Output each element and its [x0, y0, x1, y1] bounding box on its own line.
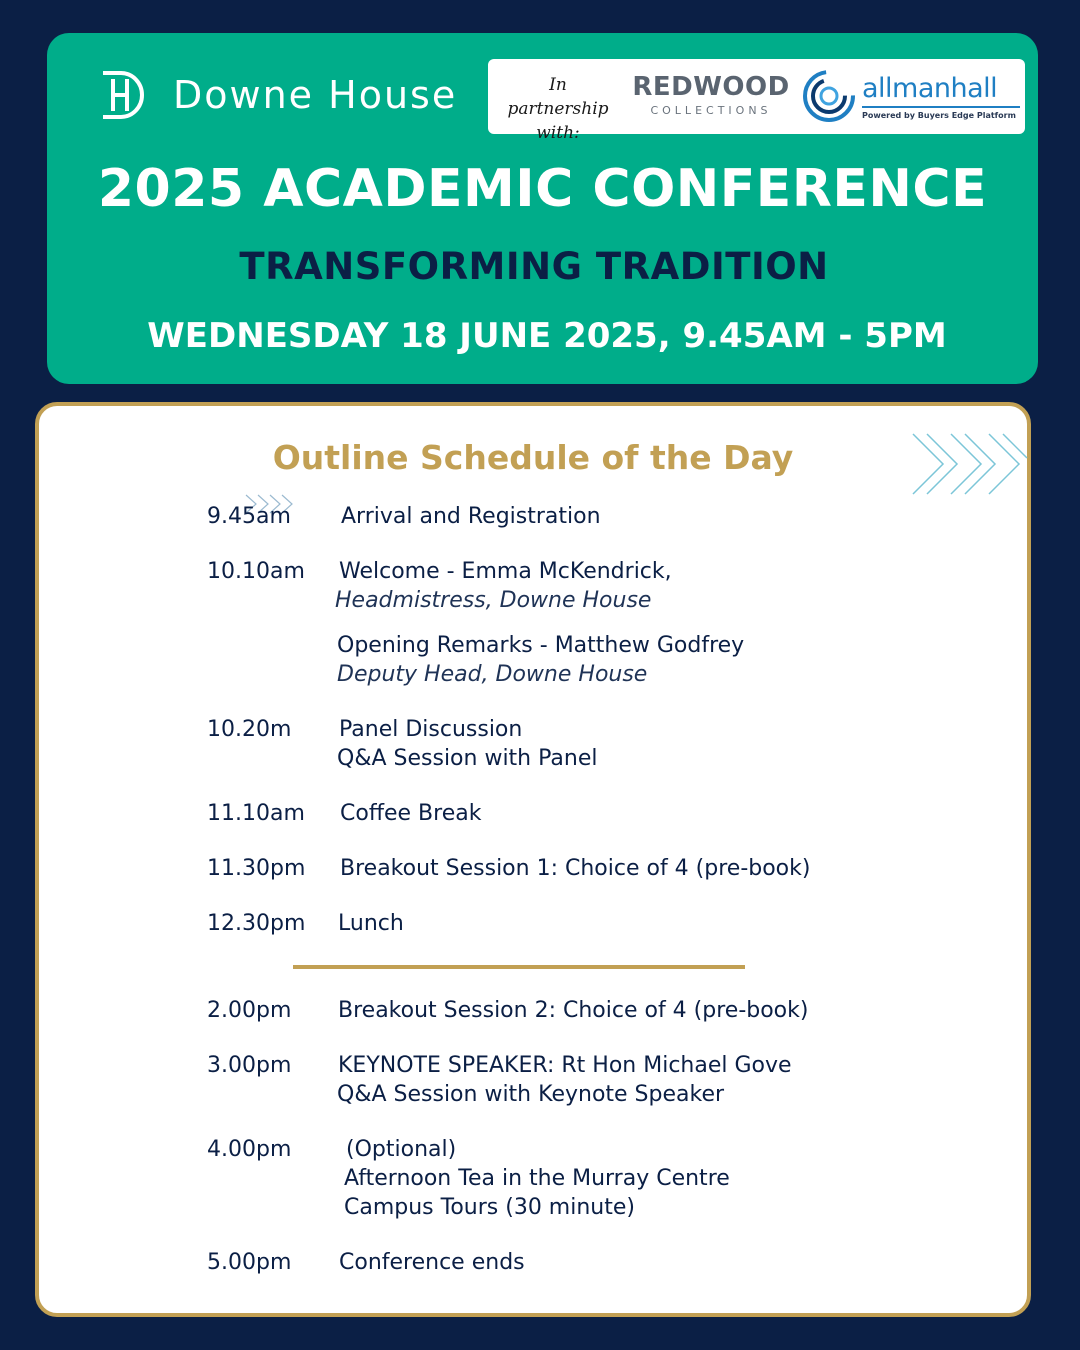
item-line: Welcome - Emma McKendrick,: [339, 559, 672, 584]
conference-subtitle: TRANSFORMING TRADITION: [239, 245, 829, 288]
item-line: Breakout Session 1: Choice of 4 (pre-book): [340, 856, 811, 881]
time-label: 10.20m: [207, 717, 292, 742]
conference-date: WEDNESDAY 18 JUNE 2025, 9.45AM - 5PM: [147, 316, 947, 356]
allmanhall-sub: Powered by Buyers Edge Platform: [862, 111, 1016, 120]
brand: [99, 69, 457, 121]
item-line: Q&A Session with Panel: [337, 746, 598, 771]
item-line: Afternoon Tea in the Murray Centre: [344, 1166, 730, 1191]
item-line: Coffee Break: [340, 801, 482, 826]
schedule-item: [339, 1248, 525, 1277]
section-divider: [293, 965, 745, 969]
schedule-heading: Outline Schedule of the Day: [272, 438, 794, 477]
allmanhall-logo-icon: [801, 68, 857, 124]
schedule-item: [337, 631, 744, 689]
schedule-item: [338, 1051, 792, 1109]
schedule-item: [338, 996, 808, 1025]
item-line: Panel Discussion: [339, 717, 523, 742]
conference-title: 2025 ACADEMIC CONFERENCE: [97, 159, 988, 219]
partnership-label: In partnership with:: [507, 75, 609, 143]
time-label: 5.00pm: [207, 1250, 292, 1275]
time-label: 11.30pm: [207, 856, 306, 881]
schedule-item: [346, 1135, 730, 1222]
schedule-item: [341, 502, 601, 531]
item-line: Lunch: [338, 911, 404, 936]
allmanhall-name: allmanhall: [862, 73, 998, 104]
allmanhall-logo: [862, 73, 1020, 120]
item-line: Breakout Session 2: Choice of 4 (pre-book): [338, 998, 809, 1023]
brand-name: Downe House: [173, 73, 458, 117]
schedule-item: [340, 799, 481, 828]
schedule-item: [340, 854, 810, 883]
allmanhall-rule: [862, 106, 1020, 108]
schedule-item: [338, 909, 404, 938]
item-line: Campus Tours (30 minute): [344, 1195, 635, 1220]
time-label: 4.00pm: [207, 1137, 292, 1162]
schedule-panel: [35, 402, 1031, 1317]
schedule-item: [339, 715, 597, 773]
time-label: 9.45am: [207, 504, 291, 529]
time-label: 11.10am: [207, 801, 305, 826]
header-banner: [47, 33, 1038, 384]
time-label: 12.30pm: [207, 911, 306, 936]
redwood-logo: [626, 72, 796, 117]
item-line: Opening Remarks - Matthew Godfrey: [337, 633, 745, 658]
item-line: (Optional): [346, 1137, 457, 1162]
redwood-sub: COLLECTIONS: [650, 104, 772, 117]
item-line: Q&A Session with Keynote Speaker: [337, 1082, 725, 1107]
item-subline: Headmistress, Downe House: [335, 588, 652, 613]
redwood-name: REDWOOD: [632, 72, 790, 102]
time-label: 3.00pm: [207, 1053, 292, 1078]
item-subline: Deputy Head, Downe House: [337, 662, 648, 687]
downe-house-logo-icon: [99, 69, 145, 121]
item-line: Arrival and Registration: [341, 504, 601, 529]
partner-box: [488, 59, 1025, 143]
item-line: KEYNOTE SPEAKER: Rt Hon Michael Gove: [338, 1053, 792, 1078]
schedule-item: [335, 557, 672, 615]
item-line: Conference ends: [339, 1250, 525, 1275]
time-label: 2.00pm: [207, 998, 292, 1023]
time-label: 10.10am: [207, 559, 305, 584]
